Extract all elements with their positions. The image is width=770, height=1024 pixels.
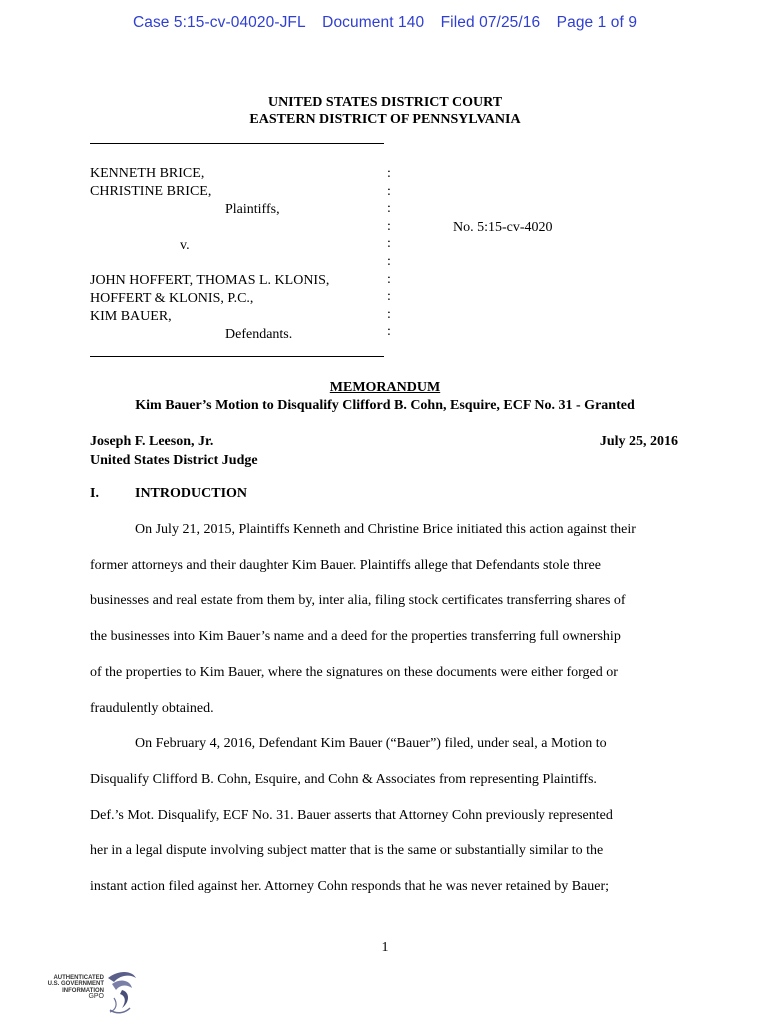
caption-colon: :: [387, 271, 391, 287]
filed-date-stamp: Filed 07/25/16: [440, 14, 541, 31]
caption-bottom-rule: [90, 356, 384, 357]
memo-date: July 25, 2016: [599, 434, 678, 449]
caption-colon: :: [387, 324, 391, 340]
section-heading: [90, 486, 247, 502]
plaintiff-2: CHRISTINE BRICE,: [90, 184, 212, 199]
caption-colon: :: [387, 201, 391, 217]
court-heading: [0, 94, 770, 128]
defendants-label: Defendants.: [225, 327, 293, 342]
caption-colon: :: [387, 183, 391, 199]
text-line: of the properties to Kim Bauer, where the signatures on these documents were either forged or: [90, 664, 618, 680]
page-count-stamp: Page 1 of 9: [556, 14, 638, 31]
caption-colon: :: [387, 289, 391, 305]
caption-colon: :: [387, 166, 391, 181]
caption-colon-column: [384, 165, 394, 341]
defendant-3: KIM BAUER,: [90, 309, 172, 324]
text-line: Def.’s Mot. Disqualify, ECF No. 31. Bauer asserts that Attorney Cohn previously represented: [90, 807, 613, 823]
text-line: businesses and real estate from them by, inter alia, filing stock certificates transferring shares of: [90, 593, 626, 609]
memorandum-subtitle: Kim Bauer’s Motion to Disqualify Clifford B. Cohn, Esquire, ECF No. 31 - Granted: [135, 398, 635, 413]
memorandum-title: MEMORANDUM: [329, 380, 441, 395]
docket-number: No. 5:15-cv-4020: [453, 220, 553, 235]
text-line: fraudulently obtained.: [90, 700, 214, 716]
judge-block: [90, 432, 258, 470]
text-line: former attorneys and their daughter Kim Bauer. Plaintiffs allege that Defendants stole three: [90, 557, 601, 573]
case-number-stamp: Case 5:15-cv-04020-JFL: [132, 14, 306, 31]
versus: v.: [180, 238, 190, 253]
document-number-stamp: Document 140: [322, 14, 425, 31]
caption-colon: :: [387, 306, 391, 322]
judge-name: Joseph F. Leeson, Jr.: [90, 434, 214, 449]
page-number: 1: [381, 940, 389, 955]
text-line: On February 4, 2016, Defendant Kim Bauer (“Bauer”) filed, under seal, a Motion to: [135, 736, 607, 752]
caption-colon: :: [387, 236, 391, 252]
defendant-2: HOFFERT & KLONIS, P.C.,: [90, 291, 254, 306]
memorandum-heading: [0, 379, 770, 415]
plaintiffs-label: Plaintiffs,: [225, 202, 280, 217]
defendant-1: JOHN HOFFERT, THOMAS L. KLONIS,: [90, 273, 330, 288]
court-name: UNITED STATES DISTRICT COURT: [267, 95, 503, 110]
gpo-logo-text: AUTHENTICATED U.S. GOVERNMENT INFORMATION GPO: [47, 975, 104, 1001]
gpo-authentication-logo: [42, 968, 142, 1016]
judge-title: United States District Judge: [90, 453, 258, 468]
text-line: Disqualify Clifford B. Cohn, Esquire, and Cohn & Associates from representing Plaintiffs.: [90, 771, 597, 787]
caption-colon: :: [387, 253, 391, 269]
text-line: the businesses into Kim Bauer’s name and a deed for the properties transferring full ownership: [90, 629, 621, 645]
section-title: INTRODUCTION: [135, 486, 248, 501]
plaintiff-1: KENNETH BRICE,: [90, 166, 205, 181]
ecf-header-stamp: [0, 14, 770, 32]
eagle-icon: [100, 968, 140, 1016]
caption-colon: :: [387, 218, 391, 234]
text-line: her in a legal dispute involving subject matter that is the same or substantially similar to the: [90, 843, 604, 859]
paragraph-1: [90, 512, 690, 905]
text-line: instant action filed against her. Attorney Cohn responds that he was never retained by Bauer;: [90, 879, 610, 895]
caption-top-rule: [90, 143, 384, 144]
section-number: I.: [90, 486, 99, 501]
text-line: On July 21, 2015, Plaintiffs Kenneth and Christine Brice initiated this action against their: [135, 522, 636, 537]
court-district: EASTERN DISTRICT OF PENNSYLVANIA: [249, 112, 521, 127]
